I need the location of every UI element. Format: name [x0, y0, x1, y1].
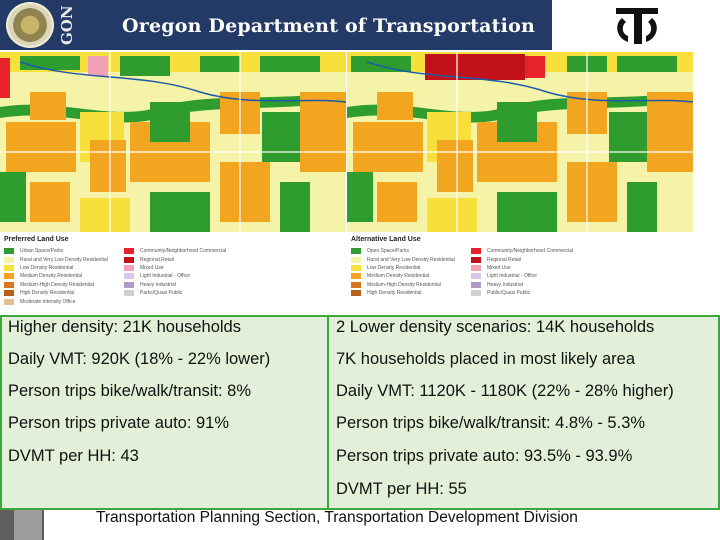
odot-logo-icon — [612, 4, 662, 48]
right-stat-dvmt: DVMT per HH: 55 — [336, 480, 467, 498]
legend-item: Mixed Use — [471, 264, 573, 272]
legend-item: Mixed Use — [124, 264, 226, 272]
left-stat-dvmt: DVMT per HH: 43 — [8, 447, 139, 465]
alternative-land-use-map — [347, 52, 693, 314]
footer-text: Transportation Planning Section, Transportation Development Division — [96, 509, 578, 526]
page-title: Oregon Department of Transportation — [122, 15, 535, 37]
legend-item: Moderate Intensity Office — [4, 297, 108, 305]
legend-item: Regional Retail — [471, 255, 573, 263]
legend-item: Rural and Very Low Density Residential — [4, 255, 108, 263]
legend-item: Parks/Quasi Public — [124, 289, 226, 297]
legend-column — [471, 247, 573, 297]
legend-item: Light Industrial - Office — [471, 272, 573, 280]
legend-item: High Density Residential — [351, 289, 455, 297]
legend-item: Medium-High Density Residential — [351, 281, 455, 289]
legend-item: Light Industrial - Office — [124, 272, 226, 280]
preferred-legend — [0, 232, 346, 314]
right-stat-placement: 7K households placed in most likely area — [336, 350, 636, 368]
legend-item: High Density Residential — [4, 289, 108, 297]
right-stat-households: 2 Lower density scenarios: 14K households — [336, 318, 655, 336]
seal-text: GON — [58, 5, 76, 45]
preferred-land-use-map — [0, 52, 346, 314]
right-stat-private-auto: Person trips private auto: 93.5% - 93.9% — [336, 447, 633, 465]
legend-title: Preferred Land Use — [4, 236, 69, 243]
oregon-seal-icon — [6, 2, 54, 48]
legend-item: Public/Quasi Public — [471, 289, 573, 297]
legend-item: Heavy Industrial — [471, 281, 573, 289]
left-stat-vmt: Daily VMT: 920K (18% - 22% lower) — [8, 350, 271, 368]
legend-column — [351, 247, 455, 297]
alternative-legend — [347, 232, 693, 314]
legend-item: Heavy Industrial — [124, 281, 226, 289]
legend-item: Regional Retail — [124, 255, 226, 263]
legend-item: Low Density Residential — [351, 264, 455, 272]
column-divider — [327, 315, 329, 510]
legend-item: Community/Neighborhood Commercial — [124, 247, 226, 255]
legend-item: Community/Neighborhood Commercial — [471, 247, 573, 255]
left-stat-private-auto: Person trips private auto: 91% — [8, 414, 230, 432]
legend-item: Medium Density Residential — [351, 272, 455, 280]
footer-block-inner — [14, 510, 42, 540]
legend-item: Open Space/Parks — [351, 247, 455, 255]
legend-item: Low Density Residential — [4, 264, 108, 272]
legend-item: Rural and Very Low Density Residential — [351, 255, 455, 263]
left-stat-bike-walk-transit: Person trips bike/walk/transit: 8% — [8, 382, 252, 400]
legend-column — [124, 247, 226, 297]
header — [0, 0, 720, 52]
legend-column — [4, 247, 108, 306]
left-stat-households: Higher density: 21K households — [8, 318, 241, 336]
legend-item: Medium Density Residential — [4, 272, 108, 280]
preferred-map-graphic — [0, 52, 346, 232]
right-stat-bike-walk-transit: Person trips bike/walk/transit: 4.8% - 5.3% — [336, 414, 646, 432]
legend-item: Medium-High Density Residential — [4, 281, 108, 289]
legend-item: Urban Space/Parks — [4, 247, 108, 255]
legend-title: Alternative Land Use — [351, 236, 421, 243]
right-stat-vmt: Daily VMT: 1120K - 1180K (22% - 28% higher) — [336, 382, 674, 400]
alternative-map-graphic — [347, 52, 693, 232]
